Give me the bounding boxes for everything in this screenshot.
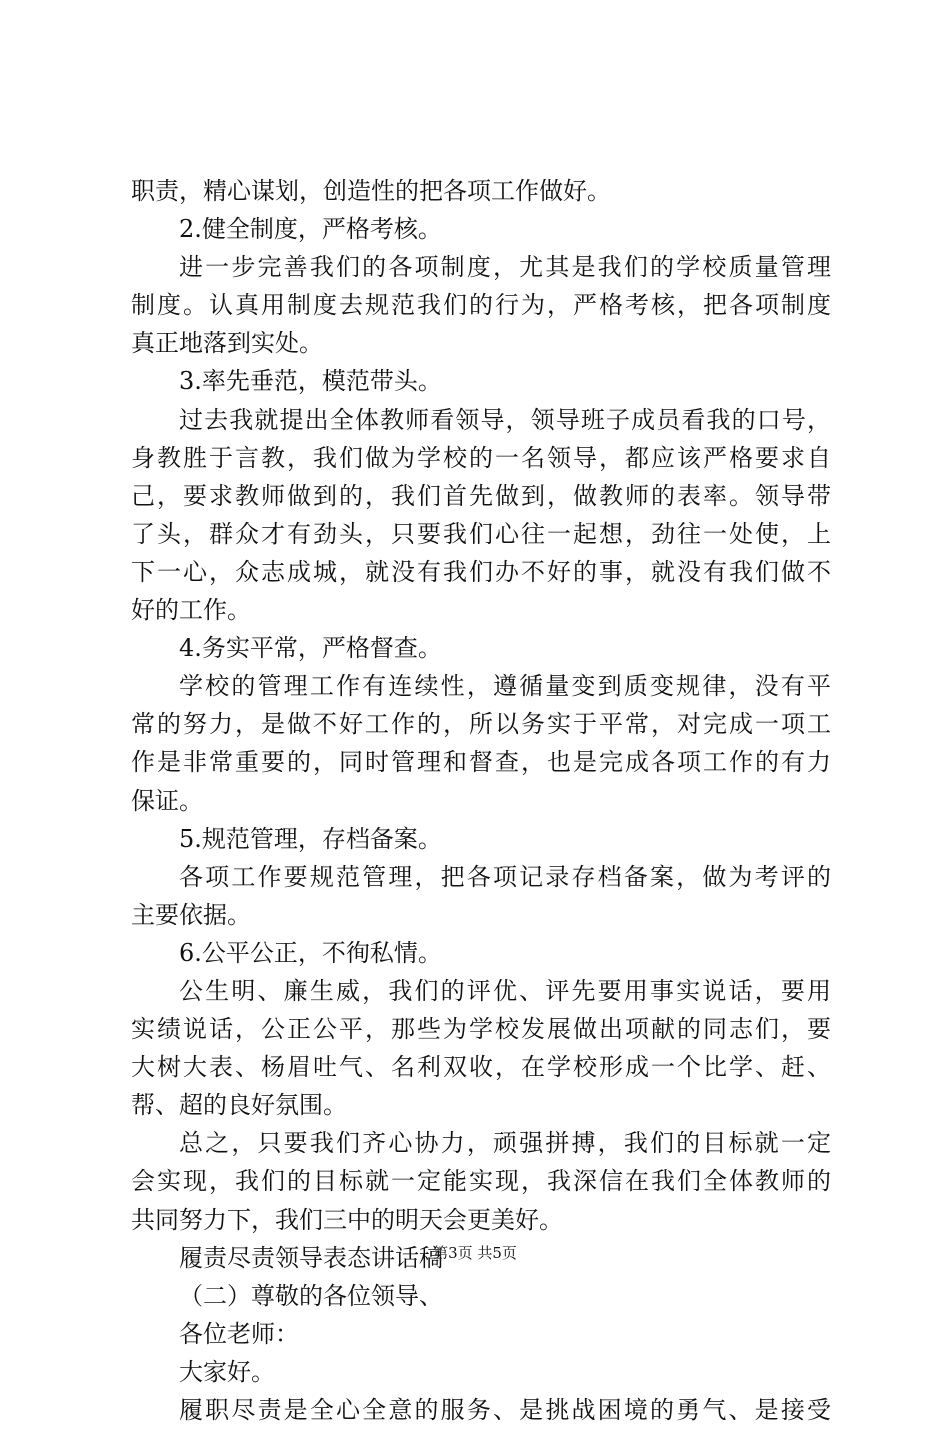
section-heading: 6.公平公正，不徇私情。: [179, 938, 442, 967]
text-line: 学校的管理工作有连续性，遵循量变到质变规律，没有平: [179, 672, 831, 701]
text-line: 履职尽责是全心全意的服务、是挑战困境的勇气、是接受: [179, 1396, 831, 1424]
document-body: [131, 172, 831, 1429]
section-heading: 4.务实平常，严格督查。: [179, 634, 442, 663]
text-line: 各项工作要规范管理，把各项记录存档备案，做为考评的: [179, 862, 831, 891]
text-line: 真正地落到实处。: [131, 329, 323, 358]
text-line: 职责，精心谋划，创造性的把各项工作做好。: [131, 177, 611, 205]
document-title: 履责尽责领导表态讲话稿: [179, 1243, 443, 1272]
text-line: 总之，只要我们齐心协力，顽强拼搏，我们的目标就一定: [179, 1129, 831, 1158]
text-line: 帮、超的良好氛围。: [131, 1091, 347, 1120]
section-heading: 5.规范管理，存档备案。: [179, 824, 442, 853]
salutation-line: （二）尊敬的各位领导、: [179, 1281, 443, 1310]
text-line: 实绩说话，公正公平，那些为学校发展做出项献的同志们，要: [131, 1015, 831, 1044]
text-line: 了头，群众才有劲头，只要我们心往一起想，劲往一处使，上: [131, 519, 831, 548]
text-line: 进一步完善我们的各项制度，尤其是我们的学校质量管理: [179, 253, 831, 282]
section-heading: 3.率先垂范，模范带头。: [179, 367, 442, 396]
text-line: 保证。: [131, 786, 203, 815]
greeting-line: 大家好。: [179, 1357, 275, 1386]
text-line: 常的努力，是做不好工作的，所以务实于平常，对完成一项工: [131, 710, 831, 739]
text-line: 下一心，众志成城，就没有我们办不好的事，就没有我们做不: [131, 557, 831, 586]
text-line: 主要依据。: [131, 900, 251, 929]
text-line: 共同努力下，我们三中的明天会更美好。: [131, 1205, 563, 1234]
text-line: 会实现，我们的目标就一定能实现，我深信在我们全体教师的: [131, 1167, 831, 1196]
text-line: 制度。认真用制度去规范我们的行为，严格考核，把各项制度: [131, 291, 831, 320]
text-line: 己，要求教师做到的，我们首先做到，做教师的表率。领导带: [131, 481, 831, 510]
text-line: 过去我就提出全体教师看领导，领导班子成员看我的口号，: [179, 405, 831, 434]
text-line: 大树大表、杨眉吐气、名利双收，在学校形成一个比学、赶、: [131, 1053, 831, 1082]
page-indicator: 第3页 共5页: [433, 1244, 517, 1262]
text-line: 公生明、廉生威，我们的评优、评先要用事实说话，要用: [179, 976, 831, 1005]
section-heading: 2.健全制度，严格考核。: [179, 215, 442, 244]
page-footer: [0, 1243, 950, 1263]
salutation-line: 各位老师：: [179, 1319, 299, 1348]
text-line: 作是非常重要的，同时管理和督查，也是完成各项工作的有力: [131, 748, 831, 777]
text-line: 好的工作。: [131, 596, 251, 625]
text-line: 身教胜于言教，我们做为学校的一名领导，都应该严格要求自: [131, 443, 831, 472]
